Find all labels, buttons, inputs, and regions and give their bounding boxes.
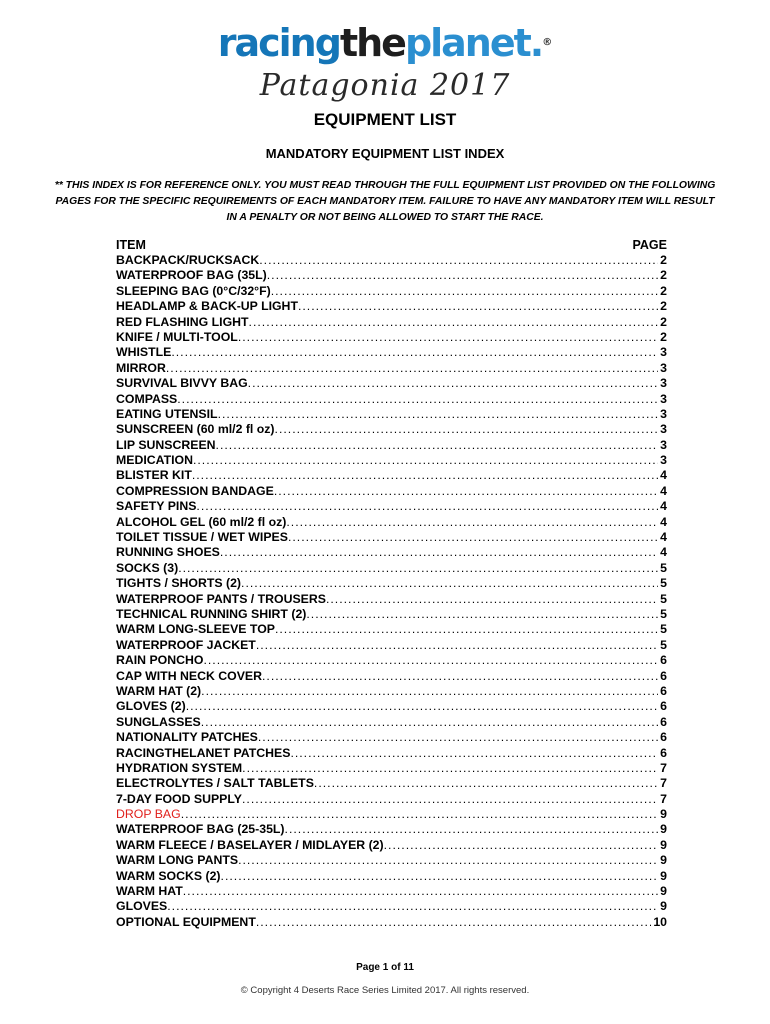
item-page-number: 2 <box>660 283 667 298</box>
index-row <box>116 392 667 407</box>
dot-leader <box>258 730 658 745</box>
dot-leader <box>275 422 659 437</box>
dot-leader <box>166 361 658 376</box>
item-name: SOCKS (3) <box>116 560 179 575</box>
dot-leader <box>201 684 658 699</box>
item-page-number: 3 <box>660 422 667 437</box>
dot-leader <box>286 515 658 530</box>
dot-leader <box>242 761 658 776</box>
index-row <box>116 761 667 776</box>
item-page-number: 5 <box>660 622 667 637</box>
item-page-number: 6 <box>660 714 667 729</box>
index-row <box>116 422 667 437</box>
item-page-number: 6 <box>660 683 667 698</box>
item-name: ELECTROLYTES / SALT TABLETS <box>116 776 314 791</box>
item-page-number: 5 <box>660 637 667 652</box>
index-row <box>116 622 667 637</box>
item-page-number: 6 <box>660 745 667 760</box>
index-row <box>116 299 667 314</box>
racingtheplanet-logo <box>0 22 770 103</box>
dot-leader <box>259 253 658 268</box>
index-row <box>116 899 667 914</box>
index-row <box>116 438 667 453</box>
dot-leader <box>203 653 658 668</box>
dot-leader <box>193 453 658 468</box>
item-page-number: 9 <box>660 853 667 868</box>
item-page-number: 3 <box>660 360 667 375</box>
item-name: COMPASS <box>116 391 178 406</box>
item-page-number: 4 <box>660 530 667 545</box>
item-page-number: 9 <box>660 822 667 837</box>
dot-leader <box>298 299 658 314</box>
dot-leader <box>216 438 659 453</box>
dot-leader <box>171 345 658 360</box>
item-page-number: 2 <box>660 329 667 344</box>
item-name: SURVIVAL BIVVY BAG <box>116 376 248 391</box>
item-name: WARM SOCKS (2) <box>116 868 221 883</box>
index-row <box>116 684 667 699</box>
item-page-number: 9 <box>660 837 667 852</box>
dot-leader <box>177 392 658 407</box>
item-page-number: 9 <box>660 868 667 883</box>
index-row <box>116 515 667 530</box>
item-page-number: 3 <box>660 376 667 391</box>
dot-leader <box>183 884 658 899</box>
index-row <box>116 561 667 576</box>
dot-leader <box>384 838 659 853</box>
item-name: RED FLASHING LIGHT <box>116 314 249 329</box>
item-page-number: 5 <box>660 576 667 591</box>
dot-leader <box>262 669 658 684</box>
dot-leader <box>178 561 658 576</box>
index-row <box>116 545 667 560</box>
item-page-number: 6 <box>660 699 667 714</box>
item-name: BLISTER KIT <box>116 468 192 483</box>
index-row <box>116 453 667 468</box>
dot-leader <box>285 822 659 837</box>
page-number: Page 1 of 11 <box>356 962 414 973</box>
index-row <box>116 869 667 884</box>
item-name: DROP BAG <box>116 807 181 822</box>
index-row <box>116 915 667 930</box>
item-page-number: 5 <box>660 560 667 575</box>
dot-leader <box>256 638 658 653</box>
dot-leader <box>306 607 658 622</box>
dot-leader <box>218 407 659 422</box>
page-title: EQUIPMENT LIST <box>313 110 457 129</box>
item-name: MIRROR <box>116 360 166 375</box>
item-page-number: 3 <box>660 453 667 468</box>
index-row <box>116 376 667 391</box>
copyright-notice: © Copyright 4 Deserts Race Series Limited 2017. All rights reserved. <box>240 985 530 996</box>
index-row <box>116 315 667 330</box>
dot-leader <box>256 915 651 930</box>
item-name: WARM LONG PANTS <box>116 853 239 868</box>
item-page-number: 4 <box>660 468 667 483</box>
item-name: WARM HAT (2) <box>116 683 202 698</box>
item-name: WARM LONG-SLEEVE TOP <box>116 622 275 637</box>
reference-notice: ** THIS INDEX IS FOR REFERENCE ONLY. YOU MUST READ THROUGH THE FULL EQUIPMENT LIST PROVIDED ON THE FOLLOWING PAGES FOR THE SPECIFIC REQUIREMENTS OF EACH MANDATORY ITEM. FAILURE TO HAVE ANY MANDATORY ITEM WILL RESULT IN A PENALTY OR NOT BEING ALLOWED TO START THE RACE. <box>54 180 716 223</box>
item-page-number: 7 <box>660 760 667 775</box>
index-row <box>116 884 667 899</box>
item-name: GLOVES <box>116 899 168 914</box>
item-page-number: 2 <box>660 268 667 283</box>
dot-leader <box>181 807 658 822</box>
item-name: WATERPROOF PANTS / TROUSERS <box>116 591 326 606</box>
item-page-number: 4 <box>660 545 667 560</box>
index-row <box>116 576 667 591</box>
item-page-number: 9 <box>660 899 667 914</box>
item-page-number: 3 <box>660 406 667 421</box>
dot-leader <box>238 853 658 868</box>
item-name: MEDICATION <box>116 453 193 468</box>
index-row <box>116 345 667 360</box>
item-page-number: 9 <box>660 884 667 899</box>
dot-leader <box>271 284 658 299</box>
item-name: RACINGTHELANET PATCHES <box>116 745 291 760</box>
item-page-number: 5 <box>660 591 667 606</box>
index-row <box>116 807 667 822</box>
index-list <box>116 253 667 930</box>
index-row <box>116 592 667 607</box>
index-row <box>116 330 667 345</box>
item-name: SUNGLASSES <box>116 714 201 729</box>
item-page-number: 4 <box>660 499 667 514</box>
item-name: LIP SUNSCREEN <box>116 437 216 452</box>
item-column-header: ITEM <box>116 238 146 252</box>
item-page-number: 4 <box>660 514 667 529</box>
index-row <box>116 746 667 761</box>
dot-leader <box>201 715 658 730</box>
index-row <box>116 530 667 545</box>
item-name: HYDRATION SYSTEM <box>116 760 243 775</box>
item-name: HEADLAMP & BACK-UP LIGHT <box>116 299 298 314</box>
index-row <box>116 361 667 376</box>
dot-leader <box>221 869 659 884</box>
item-name: TOILET TISSUE / WET WIPES <box>116 530 288 545</box>
item-page-number: 2 <box>660 314 667 329</box>
index-row <box>116 607 667 622</box>
dot-leader <box>314 776 658 791</box>
index-row <box>116 468 667 483</box>
index-row <box>116 499 667 514</box>
item-page-number: 10 <box>653 914 667 929</box>
dot-leader <box>241 576 658 591</box>
item-name: GLOVES (2) <box>116 699 186 714</box>
item-name: SUNSCREEN (60 ml/2 fl oz) <box>116 422 275 437</box>
item-name: WATERPROOF JACKET <box>116 637 256 652</box>
item-page-number: 4 <box>660 483 667 498</box>
index-row <box>116 838 667 853</box>
item-name: COMPRESSION BANDAGE <box>116 483 274 498</box>
dot-leader <box>196 499 658 514</box>
item-page-number: 3 <box>660 345 667 360</box>
index-row <box>116 699 667 714</box>
index-row <box>116 715 667 730</box>
index-row <box>116 253 667 268</box>
dot-leader <box>220 545 658 560</box>
item-page-number: 6 <box>660 730 667 745</box>
item-name: RAIN PONCHO <box>116 653 204 668</box>
item-page-number: 9 <box>660 807 667 822</box>
item-page-number: 2 <box>660 299 667 314</box>
item-name: CAP WITH NECK COVER <box>116 668 262 683</box>
page-column-header: PAGE <box>632 238 667 252</box>
item-page-number: 7 <box>660 776 667 791</box>
item-page-number: 6 <box>660 653 667 668</box>
item-name: ALCOHOL GEL (60 ml/2 fl oz) <box>116 514 287 529</box>
dot-leader <box>186 699 658 714</box>
dot-leader <box>242 792 658 807</box>
item-name: TIGHTS / SHORTS (2) <box>116 576 242 591</box>
item-name: SLEEPING BAG (0°C/32°F) <box>116 283 271 298</box>
item-page-number: 2 <box>660 253 667 267</box>
item-page-number: 6 <box>660 668 667 683</box>
item-name: WHISTLE <box>116 345 172 360</box>
dot-leader <box>288 530 658 545</box>
index-row <box>116 653 667 668</box>
item-name: WARM HAT <box>116 884 183 899</box>
item-name: NATIONALITY PATCHES <box>116 730 258 745</box>
dot-leader <box>248 376 658 391</box>
index-row <box>116 730 667 745</box>
index-row <box>116 284 667 299</box>
index-row <box>116 638 667 653</box>
brand-wordmark: racingtheplanet.® <box>217 21 553 65</box>
item-name: RUNNING SHOES <box>116 545 220 560</box>
dot-leader <box>249 315 659 330</box>
item-name: WARM FLEECE / BASELAYER / MIDLAYER (2) <box>116 837 384 852</box>
item-name: SAFETY PINS <box>116 499 197 514</box>
index-row <box>116 669 667 684</box>
item-name: KNIFE / MULTI-TOOL <box>116 329 238 344</box>
item-name: WATERPROOF BAG (35L) <box>116 268 267 283</box>
index-row <box>116 822 667 837</box>
item-name: EATING UTENSIL <box>116 406 218 421</box>
index-row <box>116 853 667 868</box>
item-name: TECHNICAL RUNNING SHIRT (2) <box>116 606 307 621</box>
dot-leader <box>326 592 658 607</box>
item-name: 7-DAY FOOD SUPPLY <box>116 791 242 806</box>
dot-leader <box>274 484 658 499</box>
index-row <box>116 484 667 499</box>
index-row <box>116 792 667 807</box>
dot-leader <box>167 899 658 914</box>
event-name: Patagonia 2017 <box>259 68 511 103</box>
dot-leader <box>275 622 658 637</box>
index-row <box>116 776 667 791</box>
item-name: OPTIONAL EQUIPMENT <box>116 914 256 929</box>
item-name: WATERPROOF BAG (25-35L) <box>116 822 285 837</box>
dot-leader <box>192 468 658 483</box>
index-row <box>116 268 667 283</box>
item-name: BACKPACK/RUCKSACK <box>116 253 260 267</box>
item-page-number: 5 <box>660 606 667 621</box>
dot-leader <box>290 746 658 761</box>
index-header <box>116 237 667 253</box>
dot-leader <box>267 268 658 283</box>
equipment-index <box>116 237 667 930</box>
page-subtitle: MANDATORY EQUIPMENT LIST INDEX <box>265 146 505 161</box>
item-page-number: 3 <box>660 391 667 406</box>
item-page-number: 3 <box>660 437 667 452</box>
dot-leader <box>238 330 658 345</box>
index-row <box>116 407 667 422</box>
item-page-number: 7 <box>660 791 667 806</box>
